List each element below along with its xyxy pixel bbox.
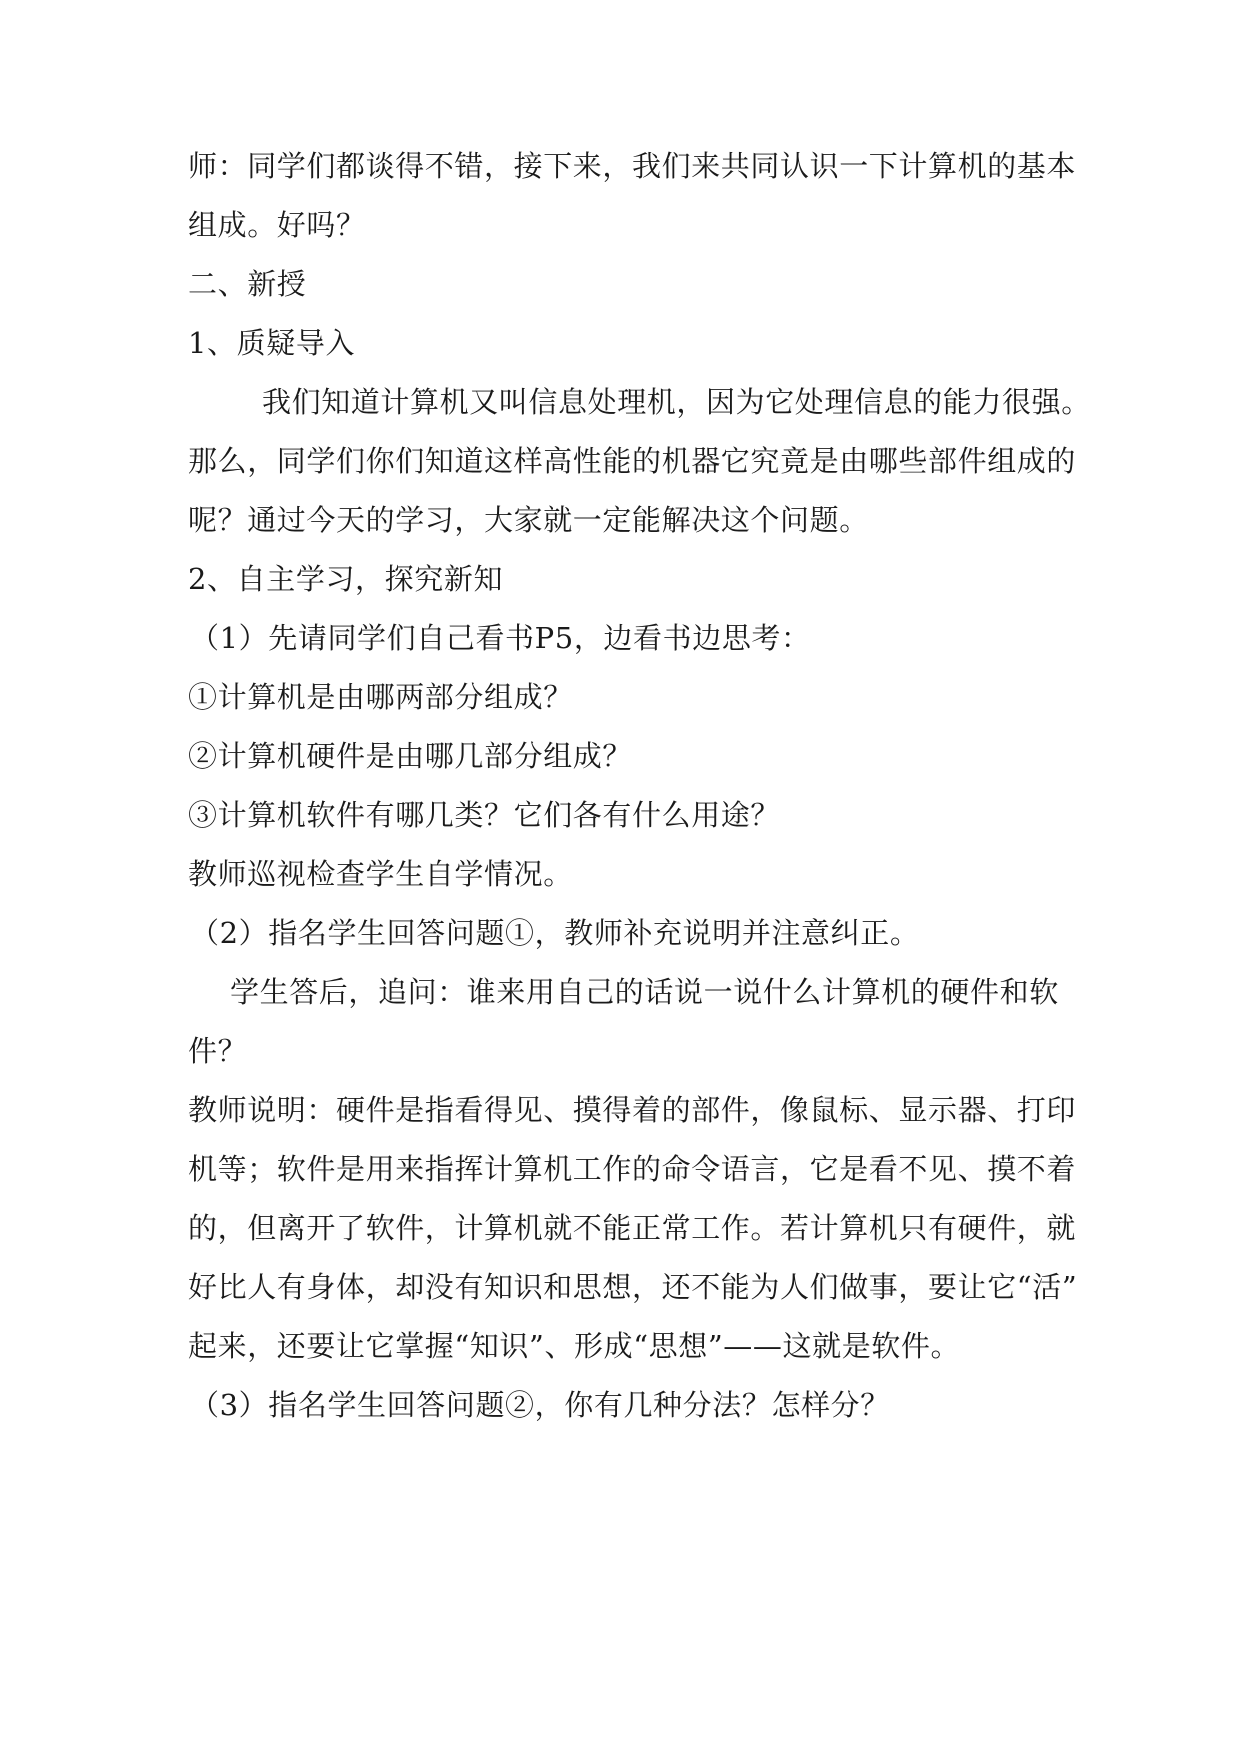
question-item: ③计算机软件有哪几类？它们各有什么用途？: [188, 798, 781, 832]
paragraph-line: （3）指名学生回答问题②，你有几种分法？怎样分？: [190, 1388, 890, 1422]
paragraph-line: 件？: [188, 1034, 248, 1068]
paragraph-line: 起来，还要让它掌握“知识”、形成“思想”——这就是软件。: [188, 1329, 961, 1363]
question-item: ②计算机硬件是由哪几部分组成？: [188, 739, 633, 773]
paragraph-line: 学生答后，追问：谁来用自己的话说一说什么计算机的硬件和软: [230, 975, 1059, 1009]
paragraph-line: 那么，同学们你们知道这样高性能的机器它究竟是由哪些部件组成的: [188, 444, 1077, 478]
subsection-heading: 1、质疑导入: [188, 326, 356, 360]
subsection-heading: 2、自主学习，探究新知: [188, 562, 504, 596]
paragraph-line: 的，但离开了软件，计算机就不能正常工作。若计算机只有硬件，就: [188, 1211, 1077, 1245]
question-item: ①计算机是由哪两部分组成？: [188, 680, 573, 714]
paragraph-line: 我们知道计算机又叫信息处理机，因为它处理信息的能力很强。: [262, 385, 1091, 419]
paragraph-line: （1）先请同学们自己看书P5，边看书边思考：: [190, 621, 811, 655]
paragraph-line: 呢？通过今天的学习，大家就一定能解决这个问题。: [188, 503, 869, 537]
paragraph-line: 组成。好吗？: [188, 208, 366, 242]
paragraph-line: 教师巡视检查学生自学情况。: [188, 857, 573, 891]
paragraph-line: 好比人有身体，却没有知识和思想，还不能为人们做事，要让它“活”: [188, 1270, 1078, 1304]
paragraph-line: （2）指名学生回答问题①，教师补充说明并注意纠正。: [190, 916, 920, 950]
paragraph-line: 机等；软件是用来指挥计算机工作的命令语言，它是看不见、摸不着: [188, 1152, 1077, 1186]
paragraph-line: 师：同学们都谈得不错，接下来，我们来共同认识一下计算机的基本: [188, 149, 1077, 183]
paragraph-line: 教师说明：硬件是指看得见、摸得着的部件，像鼠标、显示器、打印: [188, 1093, 1077, 1127]
section-heading: 二、新授: [188, 267, 307, 301]
